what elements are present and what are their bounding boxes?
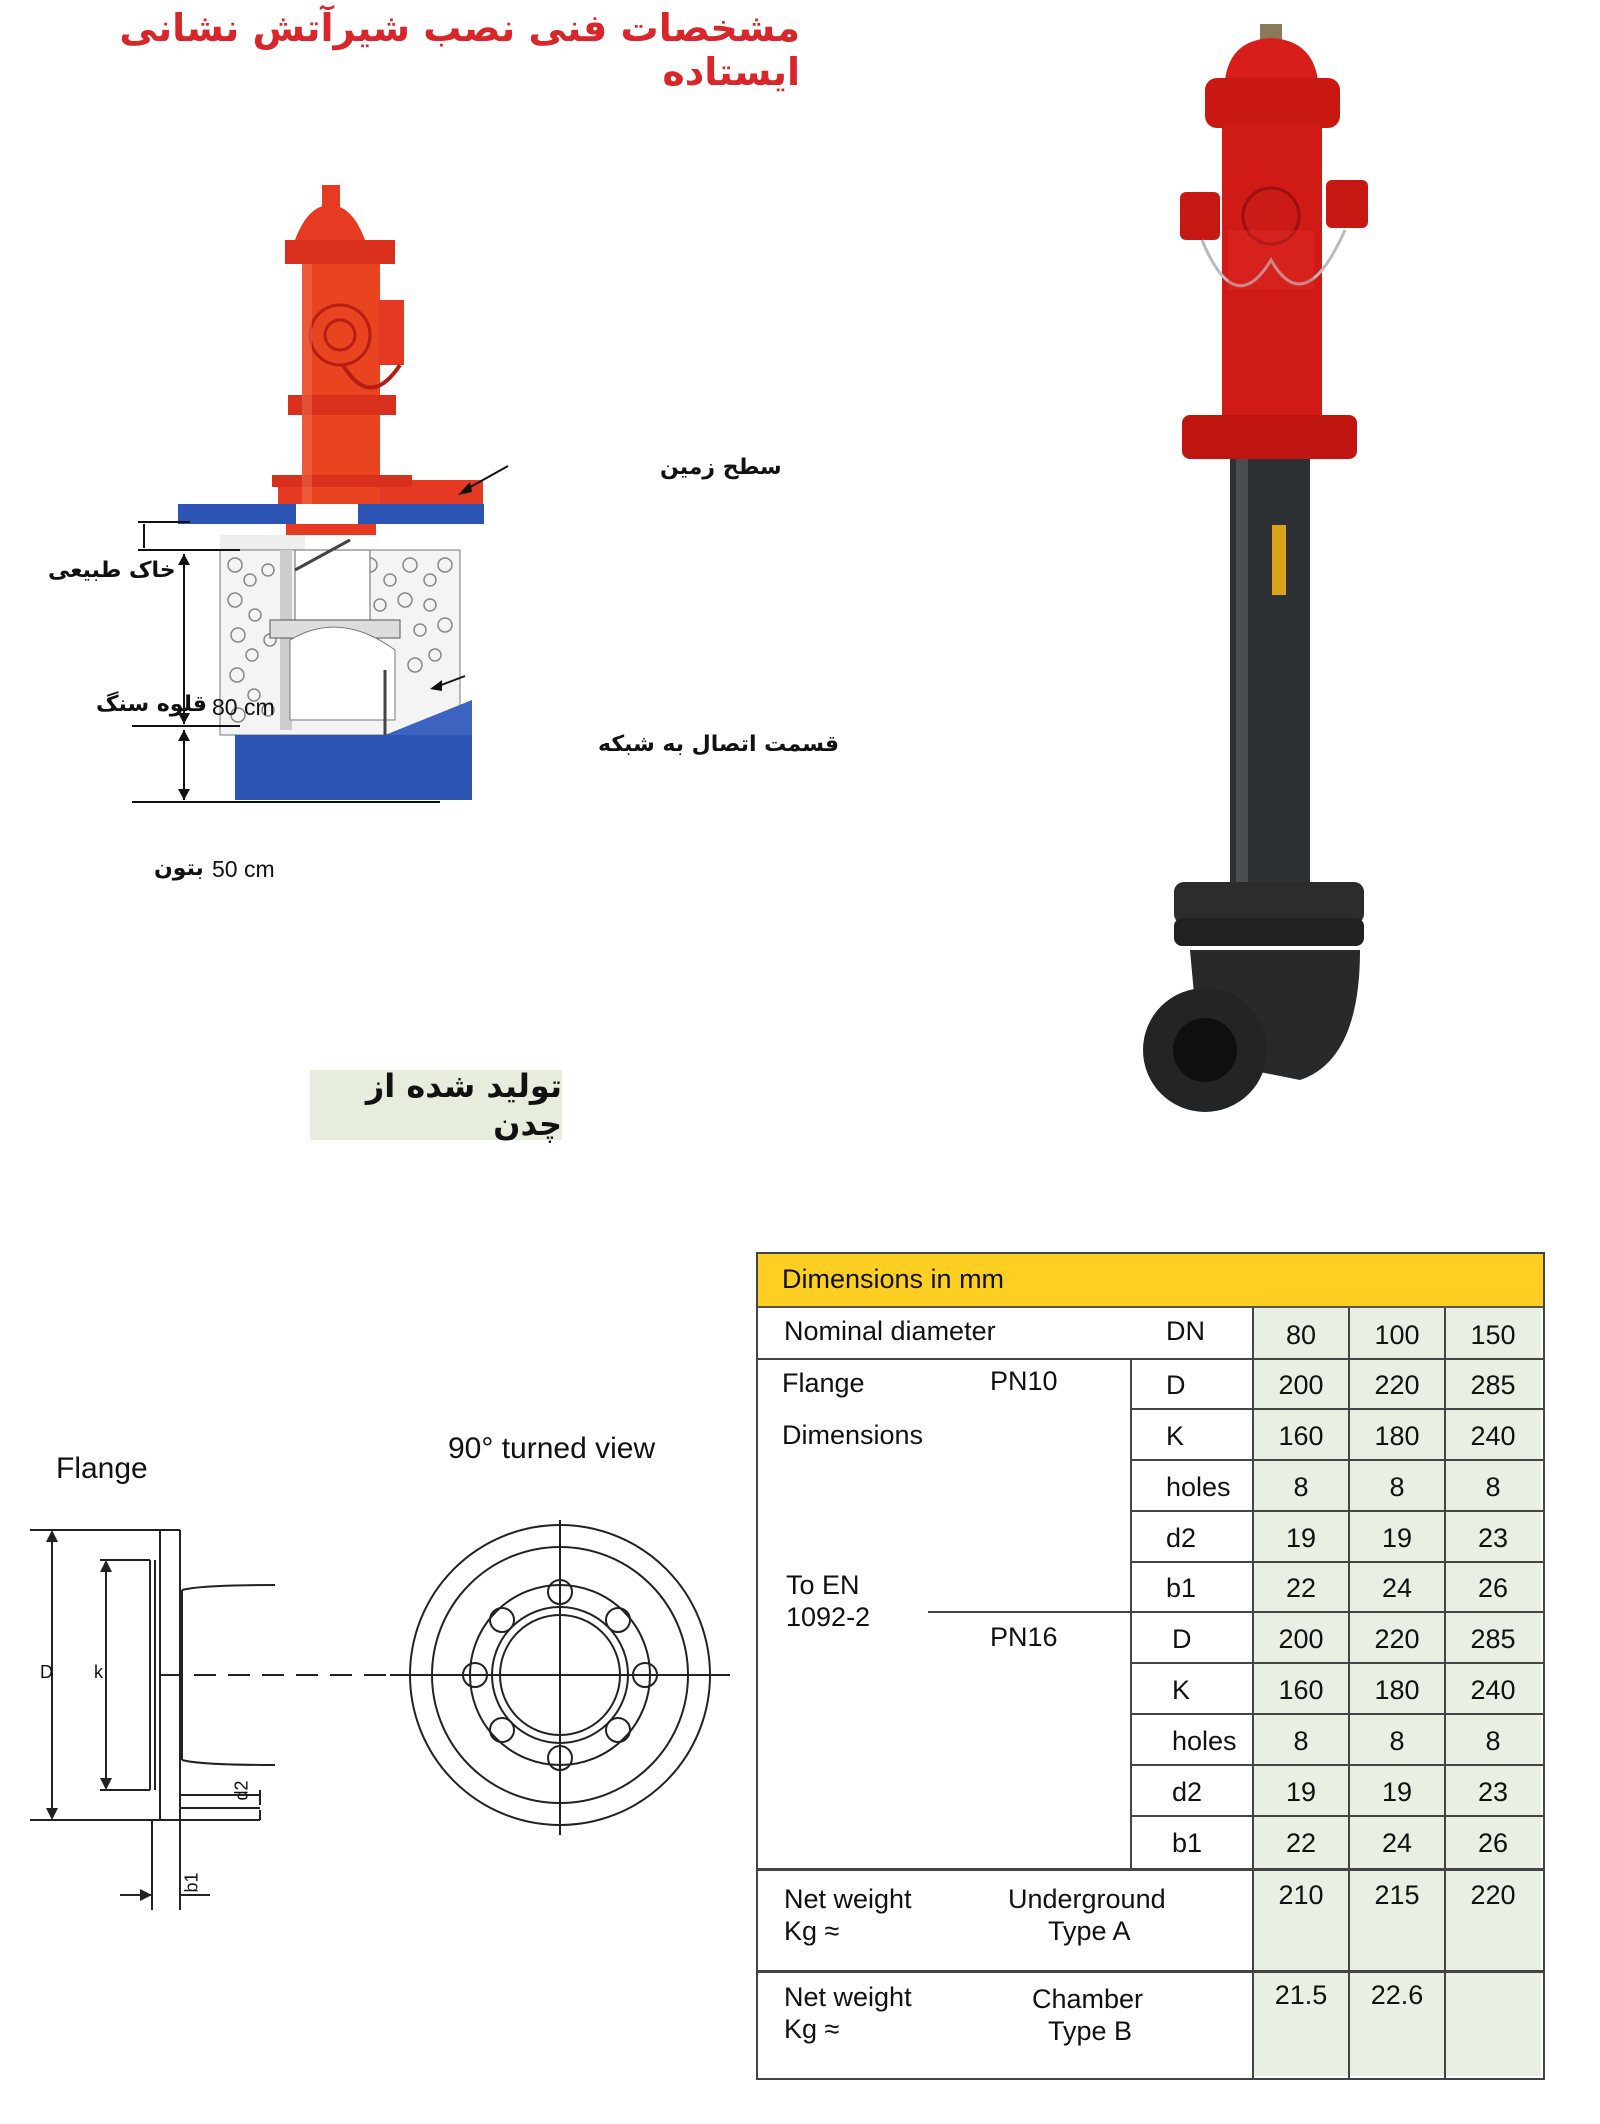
pn16-row-label: holes [1172,1726,1237,1756]
hydrant-drawing [272,185,483,535]
table-cell: 285 [1470,1370,1516,1400]
pn16-label: PN16 [990,1622,1058,1652]
table-cell: 8 [1293,1726,1309,1756]
weight-b-100: 22.6 [1370,1980,1424,2010]
table-cell: 8 [1485,1726,1501,1756]
table-cell: 22 [1285,1828,1317,1858]
natural-soil-label: خاک طبیعی [48,558,176,583]
underground-label: Underground [1008,1884,1166,1914]
flange-drawing [30,1520,750,1960]
gravel-depth-label: 80 cm [212,694,275,720]
table-cell: 23 [1477,1523,1509,1553]
flange-label-d: D [40,1662,53,1682]
en-standard-label: 1092-2 [786,1602,871,1632]
table-cell: 26 [1477,1573,1509,1603]
table-cell: 240 [1470,1421,1516,1451]
table-cell: 180 [1374,1675,1420,1705]
flange-label-d2: d2 [231,1780,252,1801]
flange-label-k: k [94,1662,103,1682]
network-connection-label: قسمت اتصال به شبکه [598,732,839,757]
table-cell: 19 [1381,1523,1413,1553]
table-cell: 160 [1278,1421,1324,1451]
gravel-label: قلوه سنگ [96,692,207,717]
table-cell: 220 [1374,1624,1420,1654]
table-cell: 180 [1374,1421,1420,1451]
pn16-row-label: D [1172,1624,1192,1654]
table-cell: 19 [1285,1523,1317,1553]
dn-150: 150 [1470,1320,1516,1350]
weight-a-100: 215 [1374,1880,1420,1910]
table-cell: 8 [1389,1726,1405,1756]
page-title: مشخصات فنی نصب شیرآتش نشانی ایستاده [119,6,800,94]
dn-100: 100 [1374,1320,1420,1350]
to-en-label: To EN [786,1570,860,1600]
table-header: Dimensions in mm [758,1254,1543,1308]
dn-80: 80 [1285,1320,1317,1350]
table-cell: 19 [1381,1777,1413,1807]
table-cell: 8 [1389,1472,1405,1502]
pn10-row-label: b1 [1166,1573,1197,1603]
table-cell: 22 [1285,1573,1317,1603]
pn16-row-label: d2 [1172,1777,1203,1807]
table-cell: 285 [1470,1624,1516,1654]
table-cell: 23 [1477,1777,1509,1807]
type-b-label: Type B [1048,2016,1133,2046]
flange-title: Flange [56,1452,148,1485]
table-cell: 26 [1477,1828,1509,1858]
pn10-row-label: d2 [1166,1523,1197,1553]
dimensions-table [756,1252,1545,2080]
table-cell: 8 [1293,1472,1309,1502]
nominal-diameter-label: Nominal diameter [784,1316,996,1346]
table-cell: 220 [1374,1370,1420,1400]
concrete-label: بتون [154,856,204,881]
table-cell: 24 [1381,1828,1413,1858]
pn16-row-label: b1 [1172,1828,1203,1858]
net-weight-a-label: Net weight [784,1884,912,1914]
net-weight-a-unit: Kg ≈ [784,1916,840,1946]
concrete-block [235,735,472,800]
weight-b-80: 21.5 [1274,1980,1328,2010]
table-cell: 200 [1278,1624,1324,1654]
pn16-row-label: K [1172,1675,1191,1705]
concrete-depth-label: 50 cm [212,856,275,882]
pn10-row-label: K [1166,1421,1185,1451]
flange-label-b1: b1 [181,1872,202,1893]
weight-a-150: 220 [1470,1880,1516,1910]
chamber-label: Chamber [1032,1984,1144,2014]
installation-diagram [40,110,840,970]
cast-iron-note: تولید شده از چدن [310,1070,562,1140]
pn10-row-label: holes [1166,1472,1231,1502]
dimensions-label: Dimensions [782,1420,924,1450]
table-cell: 24 [1381,1573,1413,1603]
ground-surface-label: سطح زمین [660,455,782,480]
table-cell: 8 [1485,1472,1501,1502]
type-a-label: Type A [1048,1916,1131,1946]
pn10-row-label: D [1166,1370,1186,1400]
table-cell: 160 [1278,1675,1324,1705]
net-weight-b-label: Net weight [784,1982,912,2012]
table-cell: 200 [1278,1370,1324,1400]
dn-label: DN [1166,1316,1205,1346]
pn10-label: PN10 [990,1366,1058,1396]
weight-a-80: 210 [1278,1880,1324,1910]
flange-label: Flange [782,1368,865,1398]
hydrant-photo [1140,20,1410,1140]
net-weight-b-unit: Kg ≈ [784,2014,840,2044]
turned-view-title: 90° turned view [448,1432,656,1465]
table-cell: 19 [1285,1777,1317,1807]
table-cell: 240 [1470,1675,1516,1705]
